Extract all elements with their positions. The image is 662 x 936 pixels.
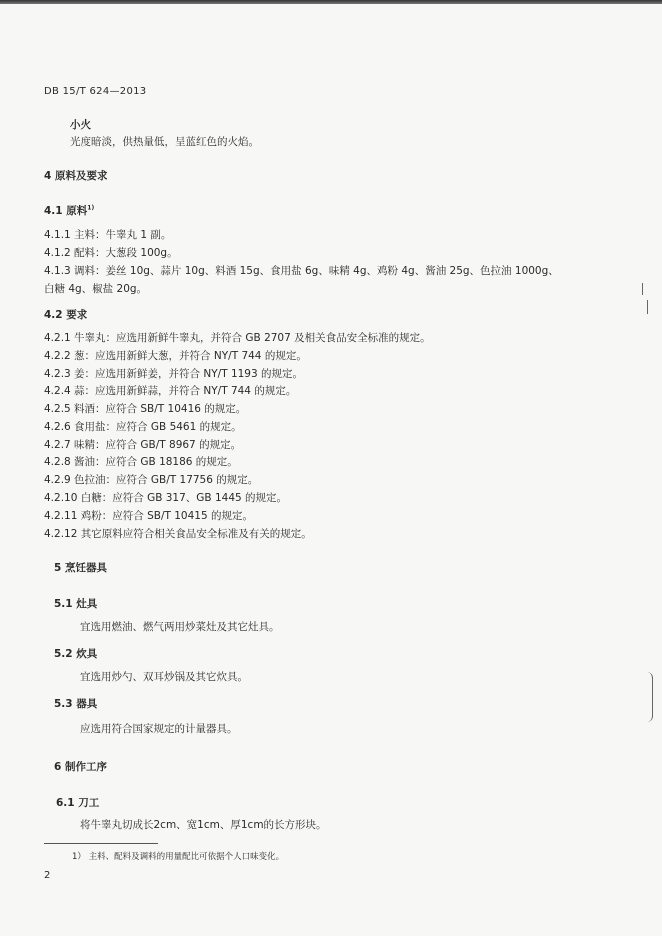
clause-4-2-9: 4.2.9 色拉油：应符合 GB/T 17756 的规定。 bbox=[44, 474, 259, 486]
scan-mark bbox=[642, 283, 643, 295]
section-6-heading: 6 制作工序 bbox=[54, 761, 107, 773]
section-6-1-text: 将牛睾丸切成长2cm、宽1cm、厚1cm的长方形块。 bbox=[80, 819, 327, 831]
term-title: 小火 bbox=[70, 119, 91, 131]
footnote-ref: 1) bbox=[87, 204, 95, 212]
section-4-2-heading: 4.2 要求 bbox=[44, 309, 88, 321]
clause-4-2-2: 4.2.2 葱：应选用新鲜大葱，并符合 NY/T 744 的规定。 bbox=[44, 350, 307, 362]
scan-mark bbox=[647, 300, 648, 314]
clause-4-2-1: 4.2.1 牛睾丸：应选用新鲜牛睾丸，并符合 GB 2707 及相关食品安全标准的规定。 bbox=[44, 332, 431, 344]
clause-4-2-5: 4.2.5 料酒：应符合 SB/T 10416 的规定。 bbox=[44, 403, 247, 415]
section-4-1-text: 4.1 原料 bbox=[44, 205, 88, 217]
clause-4-2-11: 4.2.11 鸡粉：应符合 SB/T 10415 的规定。 bbox=[44, 510, 253, 522]
section-4-1-heading bbox=[44, 203, 94, 218]
section-6-1-heading: 6.1 刀工 bbox=[56, 797, 100, 809]
section-5-3-text: 应选用符合国家规定的计量器具。 bbox=[80, 723, 238, 735]
clause-4-1-1: 4.1.1 主料：牛睾丸 1 副。 bbox=[44, 229, 172, 241]
section-5-1-heading: 5.1 灶具 bbox=[54, 598, 98, 610]
page-number: 2 bbox=[44, 870, 51, 881]
section-5-heading: 5 烹饪器具 bbox=[54, 562, 107, 574]
footnote: 1） 主料、配料及调料的用量配比可依据个人口味变化。 bbox=[72, 852, 285, 862]
clause-4-1-2: 4.1.2 配料：大葱段 100g。 bbox=[44, 247, 178, 259]
section-5-2-text: 宜选用炒勺、双耳炒锅及其它炊具。 bbox=[80, 671, 248, 683]
clause-4-1-3-cont: 白糖 4g、椒盐 20g。 bbox=[44, 283, 148, 295]
section-4-heading: 4 原料及要求 bbox=[44, 170, 108, 182]
clause-4-2-6: 4.2.6 食用盐：应符合 GB 5461 的规定。 bbox=[44, 421, 242, 433]
term-definition: 光度暗淡，供热量低，呈蓝红色的火焰。 bbox=[70, 136, 259, 148]
clause-4-2-3: 4.2.3 姜：应选用新鲜姜，并符合 NY/T 1193 的规定。 bbox=[44, 368, 304, 380]
top-scan-edge bbox=[0, 0, 662, 4]
clause-4-2-4: 4.2.4 蒜：应选用新鲜蒜，并符合 NY/T 744 的规定。 bbox=[44, 385, 297, 397]
clause-4-1-3: 4.1.3 调料：姜丝 10g、蒜片 10g、料酒 15g、食用盐 6g、味精 4g、鸡粉 4g、酱油 25g、色拉油 1000g、 bbox=[44, 265, 559, 277]
standard-code: DB 15/T 624—2013 bbox=[44, 86, 147, 97]
clause-4-2-7: 4.2.7 味精：应符合 GB/T 8967 的规定。 bbox=[44, 439, 242, 451]
scan-mark bbox=[646, 672, 653, 722]
clause-4-2-10: 4.2.10 白糖：应符合 GB 317、GB 1445 的规定。 bbox=[44, 492, 288, 504]
footnote-separator bbox=[44, 843, 158, 844]
section-5-1-text: 宜选用燃油、燃气两用炒菜灶及其它灶具。 bbox=[80, 621, 280, 633]
section-5-3-heading: 5.3 器具 bbox=[54, 698, 98, 710]
clause-4-2-8: 4.2.8 酱油：应符合 GB 18186 的规定。 bbox=[44, 456, 238, 468]
clause-4-2-12: 4.2.12 其它原料应符合相关食品安全标准及有关的规定。 bbox=[44, 528, 312, 540]
section-5-2-heading: 5.2 炊具 bbox=[54, 648, 98, 660]
